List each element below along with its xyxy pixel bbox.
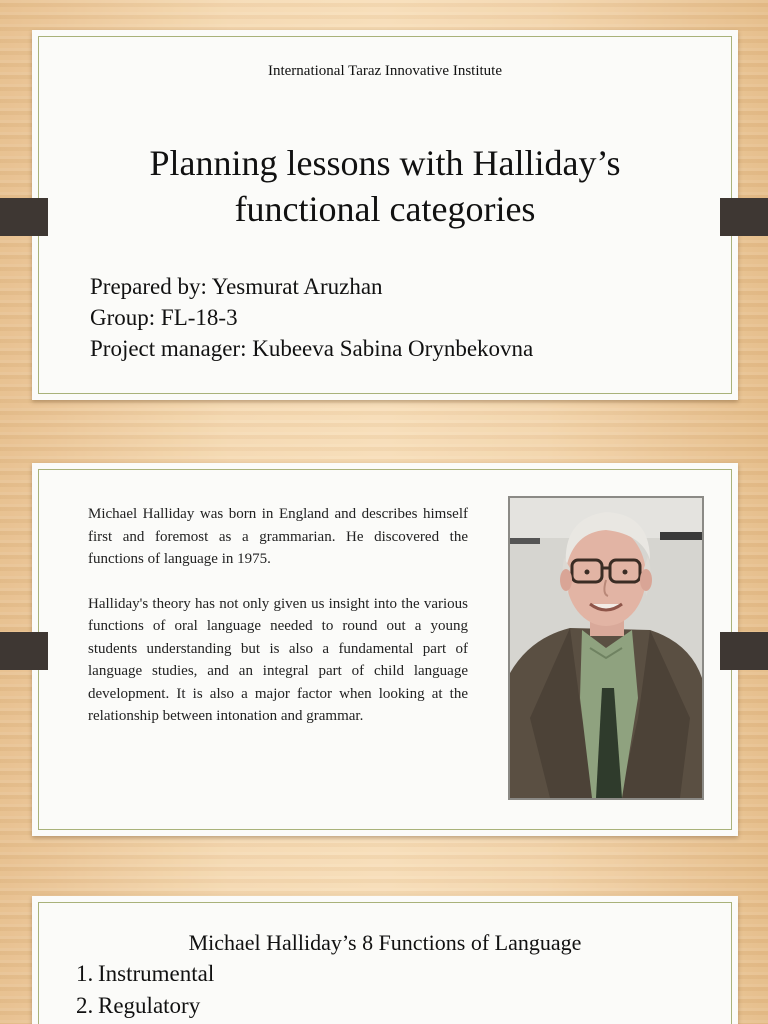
biography-paragraph-2: Halliday's theory has not only given us insight into the various functions of oral language needed to round out a young students understanding but is also a fundamental part of language studies, and an integral part of child language development. It is also a major factor when looking at the relationship between intonation and grammar.	[88, 595, 468, 724]
slide-tab-left	[0, 198, 48, 236]
biography-paragraph-1: Michael Halliday was born in England and describes himself first and foremost as a grammarian. He discovered the functions of language in 1975.	[88, 506, 468, 567]
presentation-title	[52, 140, 718, 232]
title-slide	[32, 30, 738, 400]
project-manager: Project manager: Kubeeva Sabina Orynbekovna	[90, 336, 534, 361]
slide-tab-right	[720, 632, 768, 670]
author-info	[90, 271, 533, 364]
list-label: Regulatory	[98, 993, 201, 1018]
list-number: 2.	[76, 993, 94, 1018]
list-label: Instrumental	[98, 961, 215, 986]
prepared-by: Prepared by: Yesmurat Aruzhan	[90, 274, 383, 299]
title-line-1: Planning lessons with Halliday’s	[149, 143, 621, 183]
list-number: 1.	[76, 961, 94, 986]
functions-heading: Michael Halliday’s 8 Functions of Language	[188, 930, 582, 955]
portrait-illustration	[510, 498, 702, 798]
functions-slide	[32, 896, 738, 1024]
slide-tab-left	[0, 632, 48, 670]
halliday-photo	[508, 496, 704, 800]
list-item	[76, 990, 214, 1022]
group: Group: FL-18-3	[90, 305, 238, 330]
institute-name: International Taraz Innovative Institute	[267, 63, 502, 79]
list-item	[76, 958, 214, 990]
slide-tab-right	[720, 198, 768, 236]
functions-list	[76, 958, 214, 1022]
title-line-2: functional categories	[234, 189, 536, 229]
biography-text	[88, 503, 468, 728]
biography-slide	[32, 463, 738, 836]
